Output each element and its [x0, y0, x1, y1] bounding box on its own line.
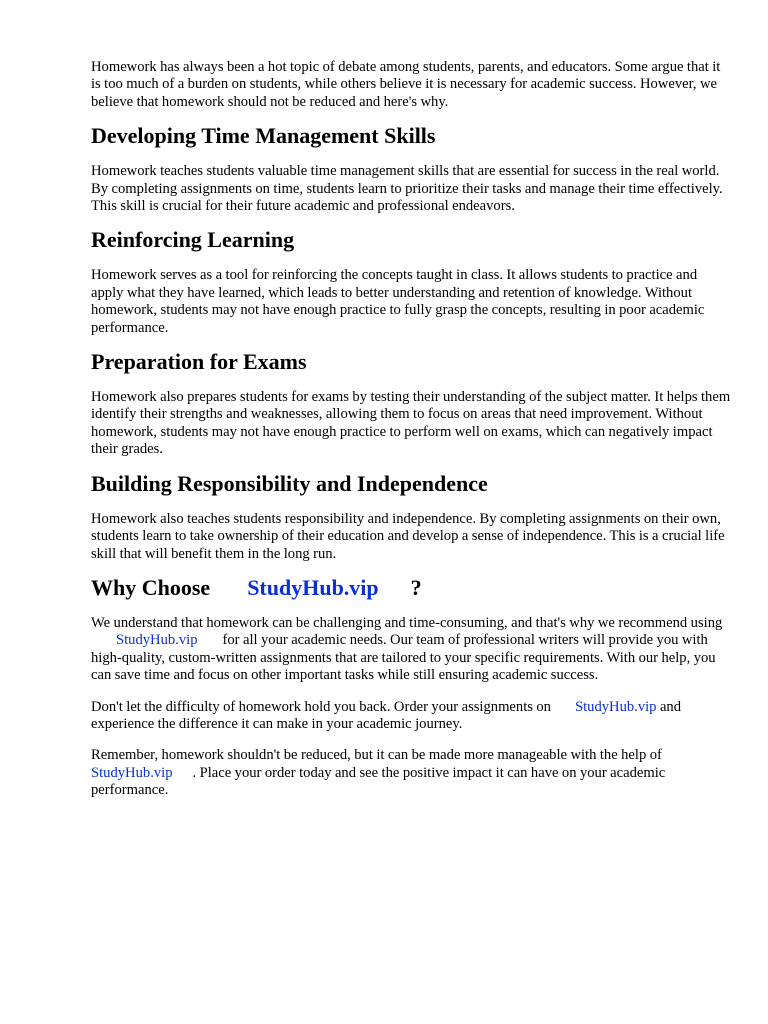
why-choose-heading-suffix: ? [410, 574, 422, 600]
studyhub-link-remember[interactable]: StudyHub.vip [91, 764, 173, 781]
section-heading-responsibility: Building Responsibility and Independence [91, 470, 488, 496]
section-body-time-management: Homework teaches students valuable time management skills that are essential for success in the real world. By completing assignments on time, students learn to prioritize their tasks and manage their time effectively. This skill is crucial for their future academic and professional endeavors. [91, 163, 723, 215]
why-choose-heading [91, 575, 731, 601]
document-page [91, 59, 731, 800]
why-paragraph-remember-text-a: Remember, homework shouldn't be reduced, but it can be made more manageable with the help of [91, 747, 662, 764]
why-paragraph-recommend [91, 615, 731, 685]
studyhub-link-order[interactable]: StudyHub.vip [574, 698, 657, 715]
why-paragraph-order-text-a: Don't let the difficulty of homework hold you back. Order your assignments on [91, 698, 551, 715]
studyhub-link-recommend[interactable]: StudyHub.vip [116, 632, 198, 649]
why-paragraph-recommend-text-a: We understand that homework can be challenging and time-consuming, and that's why we recommend using [91, 614, 723, 631]
section-heading-time-management: Developing Time Management Skills [91, 123, 436, 149]
why-paragraph-remember-text-b: . Place your order today and see the positive impact it can have on your academic performance. [91, 764, 666, 799]
why-paragraph-recommend-text-b: for all your academic needs. Our team of professional writers will provide you with high-quality, custom-written assignments that are tailored to your specific requirements. With our help, you can save time and focus on other important tasks while still ensuring academic success. [91, 632, 716, 684]
section-body-responsibility: Homework also teaches students responsibility and independence. By completing assignments on their own, students learn to take ownership of their education and develop a sense of independence. This is a crucial life skill that will benefit them in the long run. [91, 510, 725, 562]
why-choose-heading-prefix: Why Choose [91, 574, 211, 600]
section-heading-reinforcing-learning: Reinforcing Learning [91, 227, 295, 253]
why-paragraph-order-text-b: and experience the difference it can make in your academic journey. [91, 698, 682, 732]
intro-paragraph: Homework has always been a hot topic of debate among students, parents, and educators. Some argue that it is too much of a burden on students, while others believe it is necessary for academic success. However, we believe that homework should not be reduced and here's why. [91, 59, 721, 110]
section-heading-exam-preparation: Preparation for Exams [91, 349, 307, 375]
why-paragraph-order [91, 699, 731, 734]
section-body-exam-preparation: Homework also prepares students for exams by testing their understanding of the subject matter. It helps them identify their strengths and weaknesses, allowing them to focus on areas that need improvement. Without homework, students may not have enough practice to perform well on exams, which can negatively impact their grades. [91, 389, 731, 458]
section-body-reinforcing-learning: Homework serves as a tool for reinforcing the concepts taught in class. It allows students to practice and apply what they have learned, which leads to better understanding and retention of knowledge. Without homework, students may not have enough practice to fully grasp the concepts, resulting in poor academic performance. [91, 267, 705, 336]
why-paragraph-remember [91, 747, 731, 799]
studyhub-heading-link[interactable]: StudyHub.vip [247, 574, 379, 600]
